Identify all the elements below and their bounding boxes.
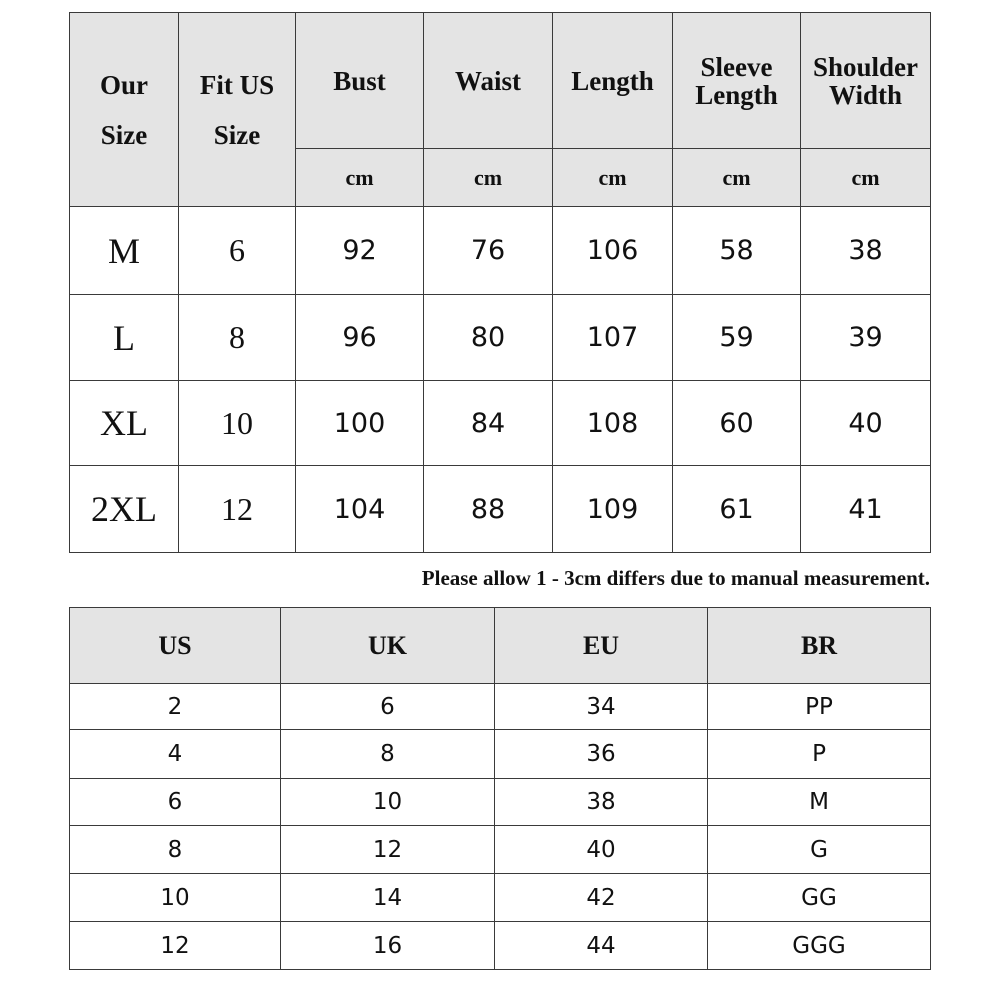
sleeve-cell: 61 (673, 466, 801, 553)
table-row (70, 922, 931, 970)
table-row (70, 684, 931, 730)
header-sleeve-length-line2: Length (695, 79, 778, 110)
table-row (70, 779, 931, 826)
shoulder-cell: 39 (801, 295, 931, 381)
fit-us-cell: 8 (179, 295, 296, 381)
header-fit-us-size-line2: Size (213, 119, 261, 150)
header-sleeve-length-line1: Sleeve (700, 51, 773, 82)
our-size-cell: 2XL (70, 466, 179, 553)
measurement-note: Please allow 1 - 3cm differs due to manual measurement. (421, 566, 930, 590)
header-shoulder-width-line2: Width (828, 79, 903, 110)
br-cell: G (708, 826, 931, 874)
size-chart-table (69, 12, 931, 553)
br-cell: M (708, 779, 931, 826)
waist-cell: 76 (424, 207, 553, 295)
length-cell: 108 (553, 381, 673, 466)
eu-cell: 44 (495, 922, 708, 970)
header-our-size-line1: Our (99, 69, 148, 100)
length-cell: 109 (553, 466, 673, 553)
unit-bust: cm (296, 149, 424, 207)
shoulder-cell: 38 (801, 207, 931, 295)
header-our-size (70, 13, 179, 207)
fit-us-cell: 6 (179, 207, 296, 295)
us-cell: 10 (70, 874, 281, 922)
table-row (70, 826, 931, 874)
br-cell: GGG (708, 922, 931, 970)
header-br: BR (708, 608, 931, 684)
table-row (70, 381, 931, 466)
header-shoulder-width-line1: Shoulder (812, 51, 919, 82)
us-cell: 8 (70, 826, 281, 874)
shoulder-cell: 40 (801, 381, 931, 466)
header-uk: UK (281, 608, 495, 684)
our-size-cell: XL (70, 381, 179, 466)
uk-cell: 16 (281, 922, 495, 970)
length-cell: 107 (553, 295, 673, 381)
table-row (70, 295, 931, 381)
waist-cell: 80 (424, 295, 553, 381)
sleeve-cell: 59 (673, 295, 801, 381)
bust-cell: 96 (296, 295, 424, 381)
unit-length: cm (553, 149, 673, 207)
unit-shoulder-width: cm (801, 149, 931, 207)
table-row (70, 207, 931, 295)
eu-cell: 42 (495, 874, 708, 922)
us-cell: 12 (70, 922, 281, 970)
header-length: Length (553, 13, 673, 149)
unit-waist: cm (424, 149, 553, 207)
waist-cell: 84 (424, 381, 553, 466)
header-eu: EU (495, 608, 708, 684)
us-cell: 4 (70, 730, 281, 779)
bust-cell: 104 (296, 466, 424, 553)
our-size-cell: M (70, 207, 179, 295)
header-waist: Waist (424, 13, 553, 149)
header-us: US (70, 608, 281, 684)
us-cell: 2 (70, 684, 281, 730)
unit-sleeve-length: cm (673, 149, 801, 207)
uk-cell: 10 (281, 779, 495, 826)
bust-cell: 100 (296, 381, 424, 466)
eu-cell: 38 (495, 779, 708, 826)
waist-cell: 88 (424, 466, 553, 553)
header-fit-us-size (179, 13, 296, 207)
conversion-chart-table (69, 607, 931, 970)
shoulder-cell: 41 (801, 466, 931, 553)
bust-cell: 92 (296, 207, 424, 295)
uk-cell: 8 (281, 730, 495, 779)
our-size-cell: L (70, 295, 179, 381)
sleeve-cell: 58 (673, 207, 801, 295)
uk-cell: 14 (281, 874, 495, 922)
eu-cell: 34 (495, 684, 708, 730)
eu-cell: 40 (495, 826, 708, 874)
table-row (70, 466, 931, 553)
conversion-header-row (70, 608, 931, 684)
br-cell: GG (708, 874, 931, 922)
br-cell: PP (708, 684, 931, 730)
fit-us-cell: 10 (179, 381, 296, 466)
header-our-size-line2: Size (100, 119, 148, 150)
sleeve-cell: 60 (673, 381, 801, 466)
length-cell: 106 (553, 207, 673, 295)
uk-cell: 12 (281, 826, 495, 874)
header-shoulder-width (801, 13, 931, 149)
header-fit-us-size-line1: Fit US (199, 69, 275, 100)
uk-cell: 6 (281, 684, 495, 730)
table-row (70, 874, 931, 922)
eu-cell: 36 (495, 730, 708, 779)
size-header-row (70, 13, 931, 149)
header-bust: Bust (296, 13, 424, 149)
br-cell: P (708, 730, 931, 779)
us-cell: 6 (70, 779, 281, 826)
table-row (70, 730, 931, 779)
fit-us-cell: 12 (179, 466, 296, 553)
header-sleeve-length (673, 13, 801, 149)
